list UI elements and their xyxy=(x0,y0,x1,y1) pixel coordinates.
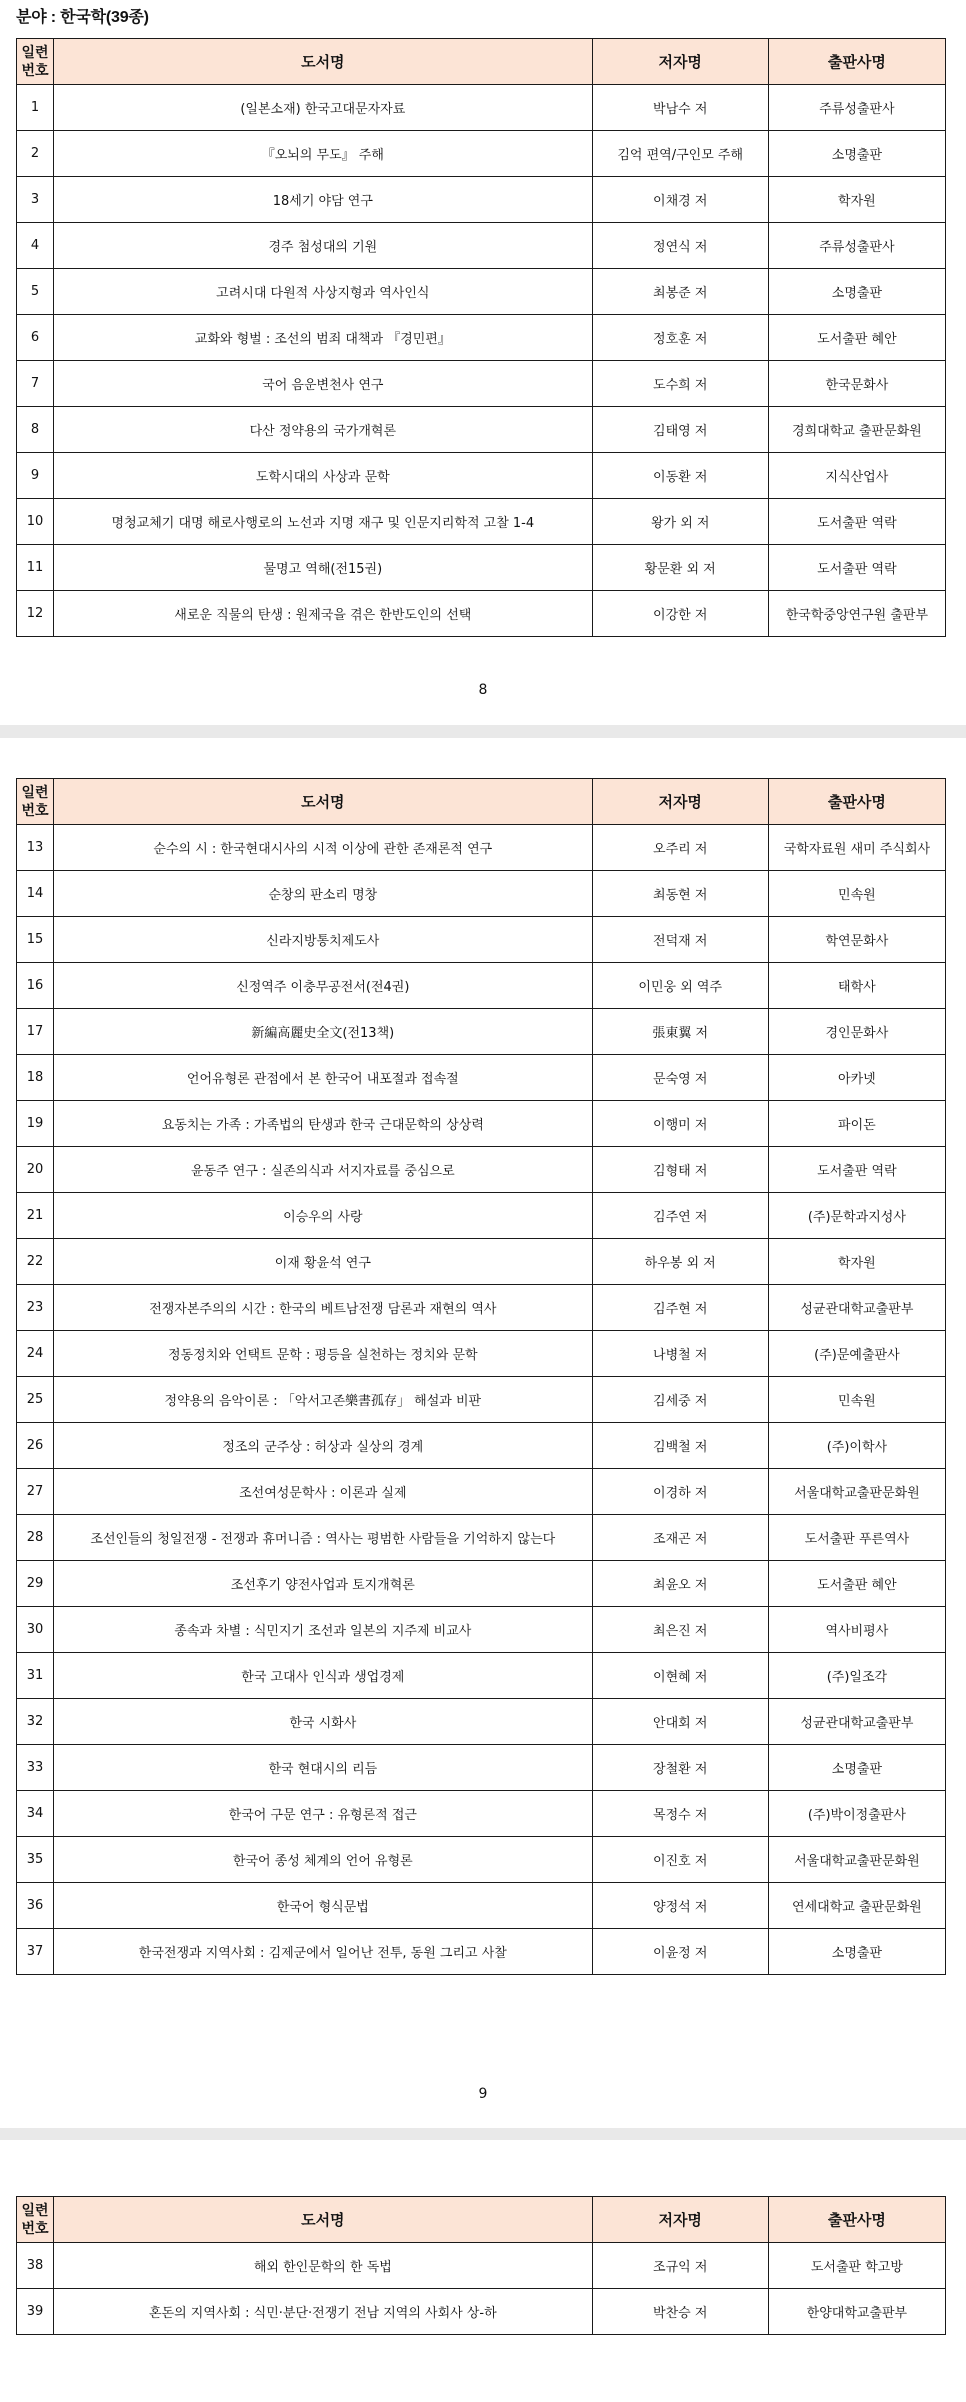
table-row xyxy=(17,1929,946,1975)
table-row xyxy=(17,545,946,591)
table-body xyxy=(17,825,946,1975)
cell-book-title: 언어유형론 관점에서 본 한국어 내포절과 접속절 xyxy=(54,1055,593,1101)
cell-publisher: (주)일조각 xyxy=(768,1653,945,1699)
cell-publisher: 한국학중앙연구원 출판부 xyxy=(768,591,945,637)
cell-serial-number: 25 xyxy=(17,1377,54,1423)
cell-serial-number: 4 xyxy=(17,223,54,269)
header-publisher: 출판사명 xyxy=(768,2197,945,2243)
cell-serial-number: 21 xyxy=(17,1193,54,1239)
cell-serial-number: 26 xyxy=(17,1423,54,1469)
table-header-row xyxy=(17,39,946,85)
cell-publisher: 민속원 xyxy=(768,1377,945,1423)
table-row xyxy=(17,499,946,545)
cell-serial-number: 9 xyxy=(17,453,54,499)
table-row xyxy=(17,591,946,637)
cell-author: 최동현 저 xyxy=(592,871,768,917)
cell-book-title: 한국어 종성 체계의 언어 유형론 xyxy=(54,1837,593,1883)
table-row xyxy=(17,315,946,361)
table-row xyxy=(17,223,946,269)
cell-author: 이강한 저 xyxy=(592,591,768,637)
cell-book-title: 명청교체기 대명 해로사행로의 노선과 지명 재구 및 인문지리학적 고찰 1-4 xyxy=(54,499,593,545)
cell-publisher: 연세대학교 출판문화원 xyxy=(768,1883,945,1929)
table-row xyxy=(17,1883,946,1929)
cell-book-title: 신라지방통치제도사 xyxy=(54,917,593,963)
cell-publisher: (주)문예출판사 xyxy=(768,1331,945,1377)
book-list-table xyxy=(16,38,946,637)
table-row xyxy=(17,1791,946,1837)
document-page-10 xyxy=(0,2140,966,2402)
cell-book-title: 신정역주 이충무공전서(전4권) xyxy=(54,963,593,1009)
cell-author: 정호훈 저 xyxy=(592,315,768,361)
cell-book-title: 순수의 시 : 한국현대시사의 시적 이상에 관한 존재론적 연구 xyxy=(54,825,593,871)
cell-author: 이윤정 저 xyxy=(592,1929,768,1975)
cell-publisher: 파이돈 xyxy=(768,1101,945,1147)
cell-publisher: 도서출판 학고방 xyxy=(768,2243,945,2289)
cell-author: 박찬승 저 xyxy=(592,2289,768,2335)
cell-serial-number: 8 xyxy=(17,407,54,453)
cell-serial-number: 16 xyxy=(17,963,54,1009)
cell-book-title: (일본소재) 한국고대문자자료 xyxy=(54,85,593,131)
cell-author: 오주리 저 xyxy=(592,825,768,871)
table-row xyxy=(17,1561,946,1607)
table-row xyxy=(17,1469,946,1515)
cell-serial-number: 1 xyxy=(17,85,54,131)
table-row xyxy=(17,1331,946,1377)
cell-book-title: 물명고 역해(전15권) xyxy=(54,545,593,591)
table-row xyxy=(17,1009,946,1055)
header-title: 도서명 xyxy=(54,2197,593,2243)
cell-book-title: 18세기 야담 연구 xyxy=(54,177,593,223)
cell-author: 최윤오 저 xyxy=(592,1561,768,1607)
table-row xyxy=(17,131,946,177)
table-row xyxy=(17,407,946,453)
cell-author: 김백철 저 xyxy=(592,1423,768,1469)
cell-book-title: 교화와 형벌 : 조선의 범죄 대책과 『경민편』 xyxy=(54,315,593,361)
cell-book-title: 정약용의 음악이론 : 「악서고존樂書孤存」 해설과 비판 xyxy=(54,1377,593,1423)
cell-publisher: 지식산업사 xyxy=(768,453,945,499)
cell-book-title: 다산 정약용의 국가개혁론 xyxy=(54,407,593,453)
cell-author: 왕가 외 저 xyxy=(592,499,768,545)
header-serial-number: 일련 번호 xyxy=(17,39,54,85)
cell-publisher: 아카넷 xyxy=(768,1055,945,1101)
cell-book-title: 경주 첨성대의 기원 xyxy=(54,223,593,269)
cell-author: 김주현 저 xyxy=(592,1285,768,1331)
cell-book-title: 이재 황윤석 연구 xyxy=(54,1239,593,1285)
cell-publisher: 성균관대학교출판부 xyxy=(768,1699,945,1745)
table-row xyxy=(17,1837,946,1883)
cell-author: 김억 편역/구인모 주해 xyxy=(592,131,768,177)
table-row xyxy=(17,1193,946,1239)
cell-book-title: 조선후기 양전사업과 토지개혁론 xyxy=(54,1561,593,1607)
table-row xyxy=(17,177,946,223)
cell-publisher: 도서출판 혜안 xyxy=(768,1561,945,1607)
table-row xyxy=(17,825,946,871)
cell-author: 문숙영 저 xyxy=(592,1055,768,1101)
cell-serial-number: 24 xyxy=(17,1331,54,1377)
table-row xyxy=(17,871,946,917)
cell-serial-number: 13 xyxy=(17,825,54,871)
cell-book-title: 혼돈의 지역사회 : 식민·분단·전쟁기 전남 지역의 사회사 상-하 xyxy=(54,2289,593,2335)
cell-serial-number: 36 xyxy=(17,1883,54,1929)
header-publisher: 출판사명 xyxy=(768,779,945,825)
cell-book-title: 『오뇌의 무도』 주해 xyxy=(54,131,593,177)
cell-publisher: 성균관대학교출판부 xyxy=(768,1285,945,1331)
cell-book-title: 한국 고대사 인식과 생업경제 xyxy=(54,1653,593,1699)
cell-publisher: 서울대학교출판문화원 xyxy=(768,1837,945,1883)
cell-book-title: 한국어 형식문법 xyxy=(54,1883,593,1929)
cell-serial-number: 35 xyxy=(17,1837,54,1883)
cell-author: 김세중 저 xyxy=(592,1377,768,1423)
cell-publisher: 도서출판 역락 xyxy=(768,1147,945,1193)
cell-publisher: (주)문학과지성사 xyxy=(768,1193,945,1239)
cell-author: 목정수 저 xyxy=(592,1791,768,1837)
cell-serial-number: 20 xyxy=(17,1147,54,1193)
section-title: 분야 : 한국학(39종) xyxy=(16,9,149,26)
cell-book-title: 요동치는 가족 : 가족법의 탄생과 한국 근대문학의 상상력 xyxy=(54,1101,593,1147)
cell-publisher: 도서출판 역락 xyxy=(768,499,945,545)
table-row xyxy=(17,1699,946,1745)
cell-publisher: 소명출판 xyxy=(768,269,945,315)
table-row xyxy=(17,1147,946,1193)
cell-serial-number: 39 xyxy=(17,2289,54,2335)
table-body xyxy=(17,2243,946,2335)
cell-book-title: 윤동주 연구 : 실존의식과 서지자료를 중심으로 xyxy=(54,1147,593,1193)
cell-book-title: 전쟁자본주의의 시간 : 한국의 베트남전쟁 담론과 재현의 역사 xyxy=(54,1285,593,1331)
header-publisher: 출판사명 xyxy=(768,39,945,85)
cell-serial-number: 11 xyxy=(17,545,54,591)
cell-book-title: 해외 한인문학의 한 독법 xyxy=(54,2243,593,2289)
cell-book-title: 도학시대의 사상과 문학 xyxy=(54,453,593,499)
cell-publisher: 소명출판 xyxy=(768,1929,945,1975)
cell-serial-number: 17 xyxy=(17,1009,54,1055)
header-serial-number: 일련 번호 xyxy=(17,779,54,825)
table-row xyxy=(17,1745,946,1791)
document-page-9 xyxy=(0,738,966,2128)
cell-serial-number: 22 xyxy=(17,1239,54,1285)
cell-book-title: 정조의 군주상 : 허상과 실상의 경계 xyxy=(54,1423,593,1469)
header-title: 도서명 xyxy=(54,39,593,85)
table-row xyxy=(17,1653,946,1699)
page-number: 9 xyxy=(478,2086,488,2102)
cell-author: 이진호 저 xyxy=(592,1837,768,1883)
cell-author: 張東翼 저 xyxy=(592,1009,768,1055)
cell-publisher: 도서출판 혜안 xyxy=(768,315,945,361)
table-row xyxy=(17,1101,946,1147)
header-author: 저자명 xyxy=(592,2197,768,2243)
cell-book-title: 고려시대 다원적 사상지형과 역사인식 xyxy=(54,269,593,315)
table-header-row xyxy=(17,779,946,825)
cell-serial-number: 6 xyxy=(17,315,54,361)
cell-publisher: 주류성출판사 xyxy=(768,223,945,269)
cell-publisher: (주)박이정출판사 xyxy=(768,1791,945,1837)
page-number: 8 xyxy=(478,682,488,698)
cell-publisher: 주류성출판사 xyxy=(768,85,945,131)
cell-author: 이행미 저 xyxy=(592,1101,768,1147)
cell-author: 이민웅 외 역주 xyxy=(592,963,768,1009)
table-row xyxy=(17,361,946,407)
table-row xyxy=(17,1423,946,1469)
cell-book-title: 한국어 구문 연구 : 유형론적 접근 xyxy=(54,1791,593,1837)
cell-book-title: 순창의 판소리 명창 xyxy=(54,871,593,917)
cell-serial-number: 38 xyxy=(17,2243,54,2289)
table-row xyxy=(17,1239,946,1285)
cell-author: 장철환 저 xyxy=(592,1745,768,1791)
cell-book-title: 新編高麗史全文(전13책) xyxy=(54,1009,593,1055)
cell-serial-number: 19 xyxy=(17,1101,54,1147)
cell-publisher: 학자원 xyxy=(768,1239,945,1285)
cell-author: 안대회 저 xyxy=(592,1699,768,1745)
table-row xyxy=(17,2243,946,2289)
table-row xyxy=(17,453,946,499)
cell-serial-number: 34 xyxy=(17,1791,54,1837)
cell-author: 전덕재 저 xyxy=(592,917,768,963)
book-list-table xyxy=(16,2196,946,2335)
cell-author: 김주연 저 xyxy=(592,1193,768,1239)
cell-publisher: 역사비평사 xyxy=(768,1607,945,1653)
cell-author: 나병철 저 xyxy=(592,1331,768,1377)
cell-book-title: 한국전쟁과 지역사회 : 김제군에서 일어난 전투, 동원 그리고 사찰 xyxy=(54,1929,593,1975)
cell-book-title: 종속과 차별 : 식민지기 조선과 일본의 지주제 비교사 xyxy=(54,1607,593,1653)
cell-book-title: 조선여성문학사 : 이론과 실제 xyxy=(54,1469,593,1515)
table-body xyxy=(17,85,946,637)
cell-serial-number: 29 xyxy=(17,1561,54,1607)
cell-serial-number: 14 xyxy=(17,871,54,917)
cell-publisher: 학연문화사 xyxy=(768,917,945,963)
document-page-8 xyxy=(0,0,966,725)
cell-author: 하우봉 외 저 xyxy=(592,1239,768,1285)
table-row xyxy=(17,1607,946,1653)
cell-serial-number: 33 xyxy=(17,1745,54,1791)
cell-author: 정연식 저 xyxy=(592,223,768,269)
cell-serial-number: 27 xyxy=(17,1469,54,1515)
cell-publisher: (주)이학사 xyxy=(768,1423,945,1469)
cell-publisher: 서울대학교출판문화원 xyxy=(768,1469,945,1515)
cell-book-title: 조선인들의 청일전쟁 - 전쟁과 휴머니즘 : 역사는 평범한 사람들을 기억하지 않는다 xyxy=(54,1515,593,1561)
cell-book-title: 한국 시화사 xyxy=(54,1699,593,1745)
cell-author: 황문환 외 저 xyxy=(592,545,768,591)
cell-publisher: 한국문화사 xyxy=(768,361,945,407)
cell-publisher: 소명출판 xyxy=(768,1745,945,1791)
cell-book-title: 한국 현대시의 리듬 xyxy=(54,1745,593,1791)
cell-book-title: 정동정치와 언택트 문학 : 평등을 실천하는 정치와 문학 xyxy=(54,1331,593,1377)
cell-serial-number: 18 xyxy=(17,1055,54,1101)
cell-serial-number: 12 xyxy=(17,591,54,637)
cell-publisher: 소명출판 xyxy=(768,131,945,177)
cell-author: 조재곤 저 xyxy=(592,1515,768,1561)
table-row xyxy=(17,2289,946,2335)
header-serial-number: 일련 번호 xyxy=(17,2197,54,2243)
cell-book-title: 새로운 직물의 탄생 : 원제국을 겪은 한반도인의 선택 xyxy=(54,591,593,637)
cell-publisher: 민속원 xyxy=(768,871,945,917)
cell-publisher: 도서출판 역락 xyxy=(768,545,945,591)
cell-author: 도수희 저 xyxy=(592,361,768,407)
cell-author: 양정석 저 xyxy=(592,1883,768,1929)
table-row xyxy=(17,1055,946,1101)
cell-serial-number: 28 xyxy=(17,1515,54,1561)
cell-serial-number: 5 xyxy=(17,269,54,315)
table-row xyxy=(17,269,946,315)
cell-serial-number: 10 xyxy=(17,499,54,545)
table-row xyxy=(17,917,946,963)
cell-publisher: 학자원 xyxy=(768,177,945,223)
cell-publisher: 국학자료원 새미 주식회사 xyxy=(768,825,945,871)
header-title: 도서명 xyxy=(54,779,593,825)
cell-book-title: 이승우의 사랑 xyxy=(54,1193,593,1239)
cell-serial-number: 23 xyxy=(17,1285,54,1331)
cell-publisher: 경희대학교 출판문화원 xyxy=(768,407,945,453)
cell-serial-number: 15 xyxy=(17,917,54,963)
cell-serial-number: 30 xyxy=(17,1607,54,1653)
cell-serial-number: 3 xyxy=(17,177,54,223)
cell-author: 이동환 저 xyxy=(592,453,768,499)
cell-author: 박남수 저 xyxy=(592,85,768,131)
table-row xyxy=(17,1377,946,1423)
table-row xyxy=(17,1515,946,1561)
cell-author: 이경하 저 xyxy=(592,1469,768,1515)
cell-serial-number: 31 xyxy=(17,1653,54,1699)
table-row xyxy=(17,85,946,131)
book-list-table xyxy=(16,778,946,1975)
cell-publisher: 태학사 xyxy=(768,963,945,1009)
cell-author: 조규익 저 xyxy=(592,2243,768,2289)
cell-author: 최은진 저 xyxy=(592,1607,768,1653)
cell-serial-number: 37 xyxy=(17,1929,54,1975)
cell-publisher: 경인문화사 xyxy=(768,1009,945,1055)
cell-author: 이현혜 저 xyxy=(592,1653,768,1699)
cell-author: 김형태 저 xyxy=(592,1147,768,1193)
cell-serial-number: 7 xyxy=(17,361,54,407)
cell-author: 김태영 저 xyxy=(592,407,768,453)
cell-serial-number: 32 xyxy=(17,1699,54,1745)
cell-book-title: 국어 음운변천사 연구 xyxy=(54,361,593,407)
table-header-row xyxy=(17,2197,946,2243)
table-row xyxy=(17,1285,946,1331)
cell-serial-number: 2 xyxy=(17,131,54,177)
header-author: 저자명 xyxy=(592,39,768,85)
cell-author: 이채경 저 xyxy=(592,177,768,223)
cell-publisher: 한양대학교출판부 xyxy=(768,2289,945,2335)
cell-publisher: 도서출판 푸른역사 xyxy=(768,1515,945,1561)
cell-author: 최봉준 저 xyxy=(592,269,768,315)
header-author: 저자명 xyxy=(592,779,768,825)
table-row xyxy=(17,963,946,1009)
